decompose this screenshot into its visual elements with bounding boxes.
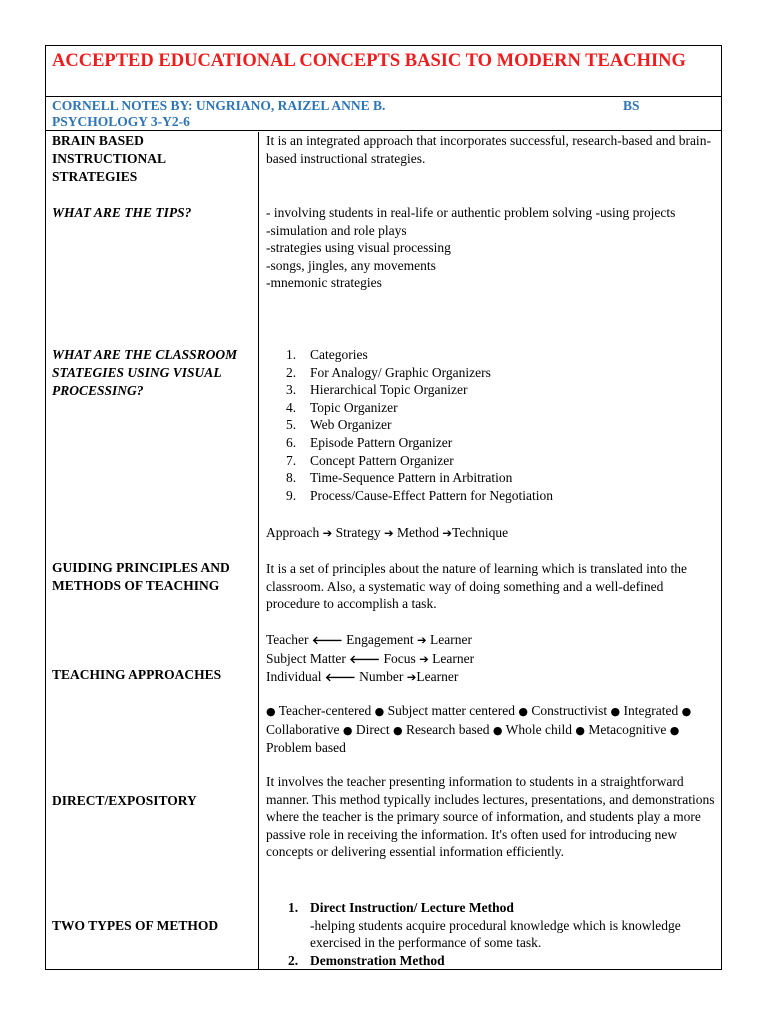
- bullet-icon: ●: [575, 723, 585, 737]
- note-approaches: ● Teacher-centered ● Subject matter centered ● Constructivist ● Integrated ● Collaborative ● Direct ● Research based ● Whole child ● Metacognitive ● Problem based: [266, 703, 692, 756]
- program-rest: PSYCHOLOGY 3-Y2-6: [52, 114, 190, 129]
- arrow-right-icon: ➔: [419, 651, 429, 666]
- bullet-icon: ●: [374, 705, 385, 718]
- list-item: 6. Episode Pattern Organizer: [286, 434, 453, 450]
- list-item: 1. Direct Instruction/ Lecture Method -helping students acquire procedural knowledge which is knowledge exercised in the performance of some task.: [288, 900, 681, 951]
- tip-item: - involving students in real-life or authentic problem solving -using projects: [266, 205, 676, 220]
- notes-grid: [46, 132, 721, 969]
- arrow-left-icon: 🡐: [349, 651, 381, 666]
- cue-visual-processing: WHAT ARE THE CLASSROOM STATEGIES USING VISUAL PROCESSING?: [52, 347, 238, 398]
- cue-guiding-principles: GUIDING PRINCIPLES AND METHODS OF TEACHING: [52, 560, 230, 593]
- list-item: 1. Categories: [286, 347, 368, 362]
- relation-line: Individual 🡐 Number ➔Learner: [266, 669, 459, 685]
- bullet-icon: ●: [669, 723, 680, 737]
- tip-item: -mnemonic strategies: [266, 275, 382, 291]
- author-name: CORNELL NOTES BY: UNGRIANO, RAIZEL ANNE B.: [52, 98, 386, 113]
- list-item: 9. Process/Cause-Effect Pattern for Negotiation: [286, 487, 554, 503]
- tip-item: -songs, jingles, any movements: [266, 257, 436, 273]
- list-item: 8. Time-Sequence Pattern in Arbitration: [286, 470, 513, 486]
- column-divider: [258, 132, 259, 969]
- arrow-right-icon: ➔: [406, 670, 417, 685]
- cornell-notes-sheet: [45, 45, 722, 970]
- document-title: ACCEPTED EDUCATIONAL CONCEPTS BASIC TO MODERN TEACHING: [46, 46, 721, 97]
- list-item: 2. Demonstration Method: [288, 952, 445, 968]
- bullet-icon: ●: [681, 705, 692, 718]
- bullet-icon: ●: [492, 723, 503, 737]
- bullet-icon: ●: [518, 705, 529, 718]
- list-item: 2. For Analogy/ Graphic Organizers: [286, 364, 491, 380]
- note-direct-expository: It involves the teacher presenting information to students in a straightforward manner. This method typically includes lectures, presentations, and demonstrations where the teacher is the primary source of information, and students play a more passive role in receiving the information. It's often used for introducing new concepts or delivering essential information efficiently.: [266, 774, 715, 860]
- tip-item: -strategies using visual processing: [266, 240, 451, 256]
- arrow-left-icon: 🡐: [324, 670, 356, 685]
- relation-line: Teacher 🡐 Engagement ➔ Learner: [266, 632, 472, 647]
- list-item: 3. Hierarchical Topic Organizer: [286, 382, 468, 398]
- bullet-icon: ●: [610, 705, 621, 718]
- note-guiding-principles: It is a set of principles about the nature of learning which is translated into the classroom. Also, a systematic way of doing something and a well-defined procedure to accomplish a task.: [266, 561, 688, 612]
- program-bs: BS: [623, 98, 640, 113]
- arrow-right-icon: ➔: [442, 526, 453, 540]
- hierarchy-line: Approach ➔ Strategy ➔ Method ➔Technique: [266, 525, 509, 540]
- arrow-left-icon: 🡐: [311, 633, 343, 647]
- cue-tips: WHAT ARE THE TIPS?: [52, 205, 192, 220]
- note-tips: [266, 204, 716, 292]
- tip-item: -simulation and role plays: [266, 222, 407, 238]
- bullet-icon: ●: [342, 723, 353, 737]
- note-relations: [266, 631, 716, 687]
- arrow-right-icon: ➔: [416, 633, 427, 647]
- bullet-icon: ●: [266, 705, 276, 718]
- cue-brain-based: BRAIN BASED INSTRUCTIONAL STRATEGIES: [52, 133, 166, 184]
- bullet-icon: ●: [392, 723, 403, 737]
- relation-line: Subject Matter 🡐 Focus ➔ Learner: [266, 650, 475, 666]
- note-brain-based: It is an integrated approach that incorporates successful, research-based and brain-based instructional strategies.: [266, 133, 711, 166]
- cue-teaching-approaches: TEACHING APPROACHES: [52, 667, 222, 682]
- list-item: 7. Concept Pattern Organizer: [286, 452, 454, 468]
- cue-two-types: TWO TYPES OF METHOD: [52, 918, 219, 933]
- method-types-list: [266, 899, 716, 969]
- note-two-types: [266, 899, 716, 969]
- note-visual-list: [266, 346, 716, 504]
- visual-organizer-list: [266, 346, 716, 504]
- arrow-right-icon: ➔: [322, 526, 333, 540]
- list-item: 4. Topic Organizer: [286, 399, 398, 415]
- list-item: 5. Web Organizer: [286, 417, 392, 433]
- cue-direct-expository: DIRECT/EXPOSITORY: [52, 793, 197, 808]
- author-line: [46, 97, 721, 131]
- arrow-right-icon: ➔: [384, 526, 394, 540]
